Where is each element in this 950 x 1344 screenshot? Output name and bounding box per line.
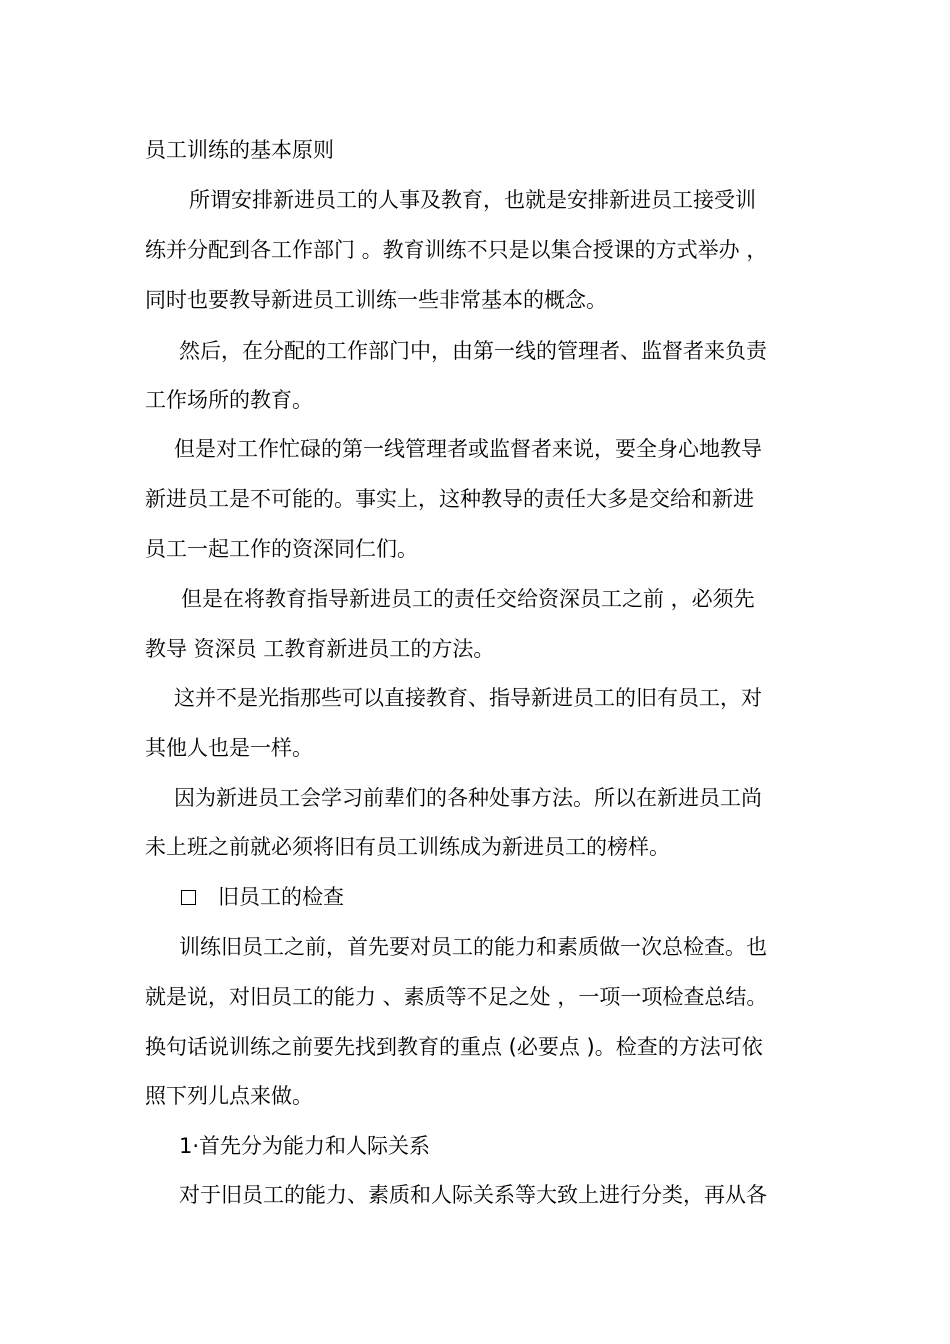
paragraph-line: 因为新进员工会学习前辈们的各种处事方法。所以在新进员工尚	[174, 786, 762, 810]
paragraph-line: 但是在将教育指导新进员工的责任交给资深员工之前 ，必须先	[181, 587, 755, 611]
paragraph-line: 未上班之前就必须将旧有员工训练成为新进员工的榜样。	[145, 835, 670, 859]
document-title: 员工训练的基本原则	[145, 138, 334, 162]
paragraph-line: 同时也要教导新进员工训练一些非常基本的概念。	[145, 288, 607, 312]
numbered-heading: 1·首先分为能力和人际关系	[179, 1134, 431, 1158]
paragraph-line: 对于旧员工的能力、素质和人际关系等大致上进行分类，再从各	[179, 1183, 767, 1207]
paragraph-line: 但是对工作忙碌的第一线管理者或监督者来说，要全身心地教导	[174, 437, 762, 461]
paragraph-line: 教导 资深员 工教育新进员工的方法。	[145, 637, 495, 661]
section-heading	[181, 884, 344, 910]
paragraph-line: 其他人也是一样。	[145, 736, 313, 760]
paragraph-line: 练并分配到各工作部门 。教育训练不只是以集合授课的方式举办 ，	[145, 238, 768, 262]
paragraph-line: 换句话说训练之前要先找到教育的重点 (必要点 )。检查的方法可依	[145, 1035, 763, 1059]
paragraph-line: 然后，在分配的工作部门中，由第一线的管理者、监督者来负责	[179, 339, 767, 363]
paragraph-line: 就是说，对旧员工的能力 、素质等不足之处 ，一项一项检查总结。	[145, 985, 768, 1009]
paragraph-line: 员工一起工作的资深同仁们。	[145, 537, 418, 561]
paragraph-line: 训练旧员工之前，首先要对员工的能力和素质做一次总检查。也	[179, 935, 767, 959]
section-heading-text: 旧员工的检查	[218, 885, 344, 909]
paragraph-line: 照下列儿点来做。	[145, 1084, 313, 1108]
paragraph-line: 新进员工是不可能的。事实上，这种教导的责任大多是交给和新进	[145, 487, 754, 511]
checkbox-square-icon	[181, 890, 196, 905]
paragraph-line: 工作场所的教育。	[145, 388, 313, 412]
paragraph-line: 所谓安排新进员工的人事及教育，也就是安排新进员工接受训	[189, 188, 756, 212]
paragraph-line: 这并不是光指那些可以直接教育、指导新进员工的旧有员工，对	[174, 686, 762, 710]
